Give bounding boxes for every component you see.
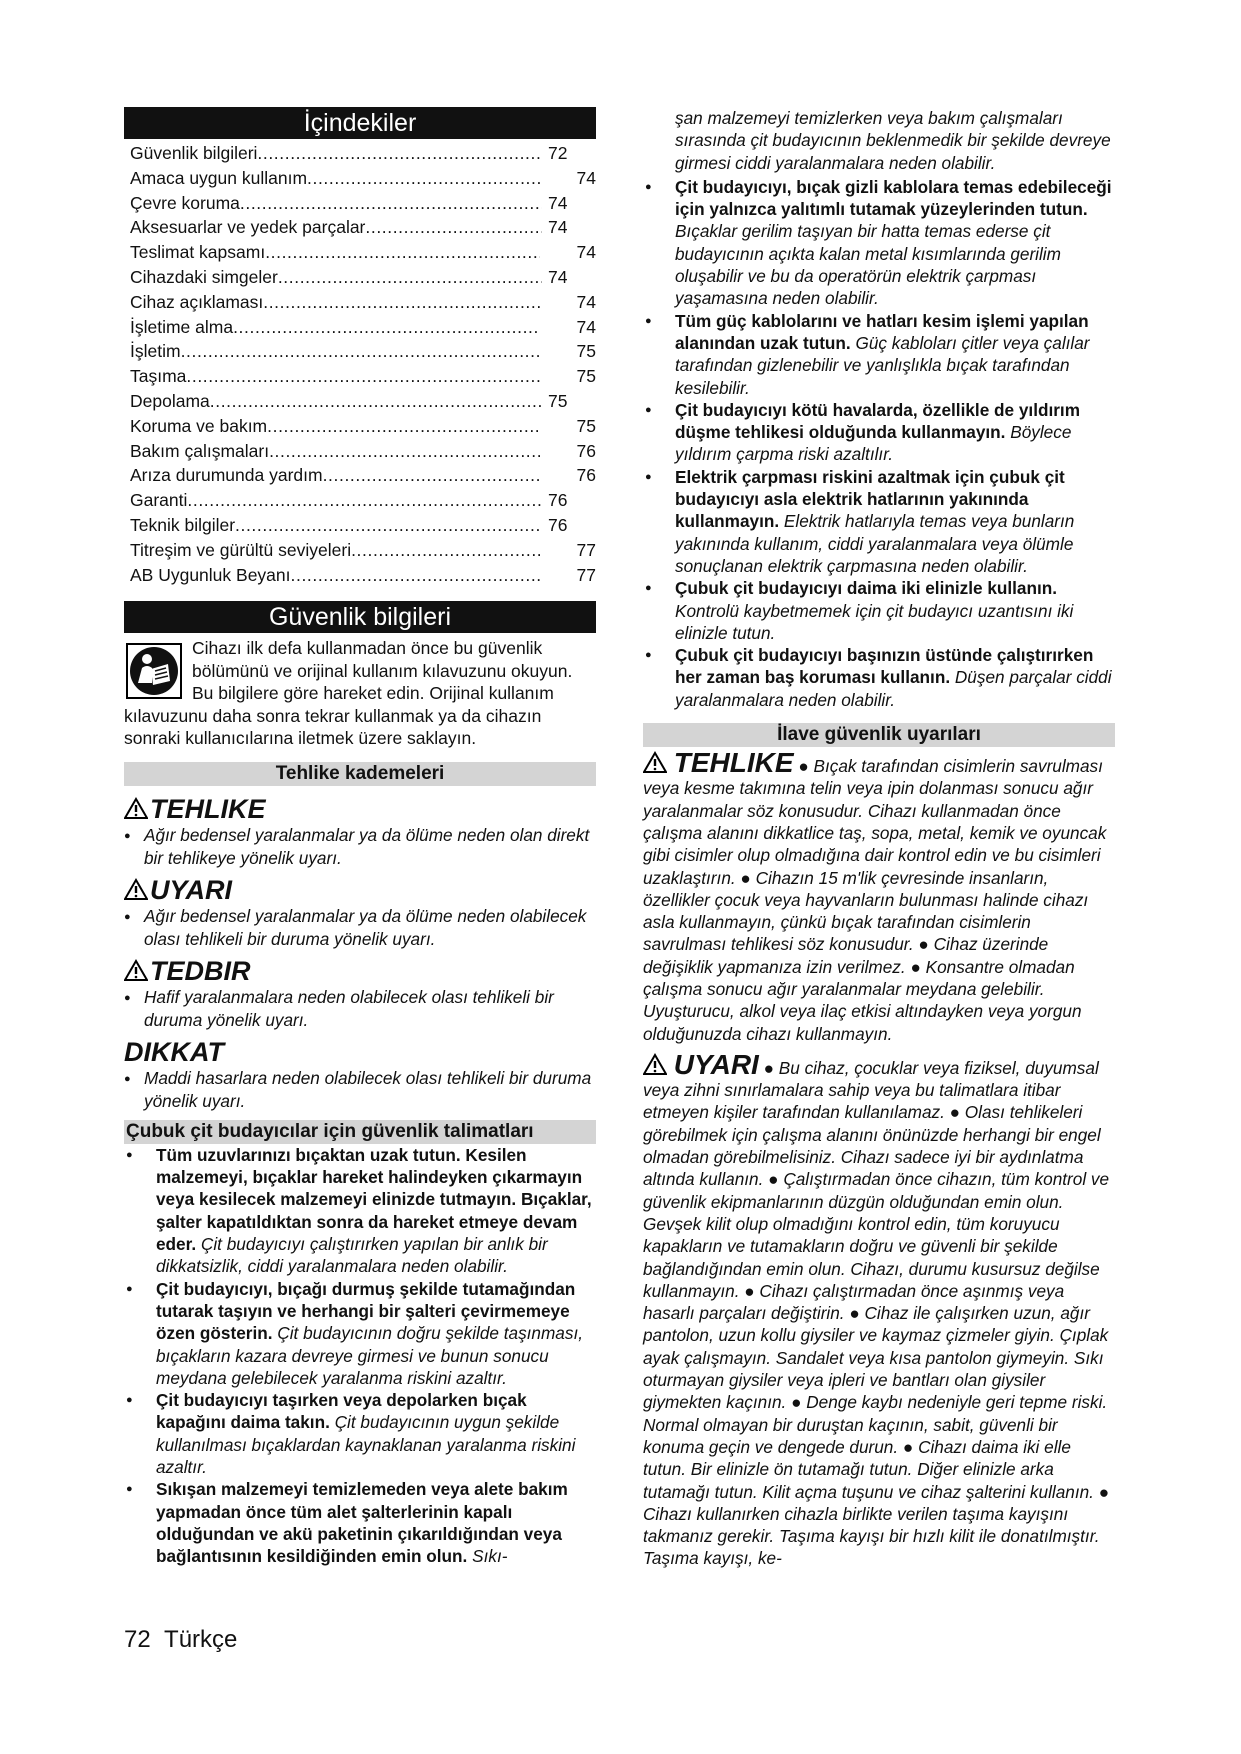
toc-entry[interactable] <box>130 315 596 340</box>
extra-warning-paragraph <box>643 1048 1115 1570</box>
safety-instruction <box>643 577 1115 644</box>
toc-entry[interactable] <box>130 439 596 464</box>
danger-level-description: ● Ağır bedensel yaralanmalar ya da ölüme neden olan direkt bir tehlikeye yönelik uyarı. <box>124 824 596 869</box>
toc-entry-title: Amaca uygun kullanım <box>130 167 308 188</box>
toc-entry-title: İşletime alma <box>130 316 234 337</box>
toc-dot-leader <box>257 141 542 166</box>
toc-entry[interactable] <box>130 191 596 216</box>
toc-dot-leader <box>240 191 542 216</box>
toc-entry[interactable] <box>130 339 596 364</box>
warning-triangle-icon <box>643 1053 667 1075</box>
toc-entry-title: Teslimat kapsamı <box>130 242 266 263</box>
toc-entry-title: Aksesuarlar ve yedek parçalar <box>130 217 366 238</box>
left-column <box>124 107 596 1567</box>
danger-level-name: TEHLIKE <box>150 793 266 824</box>
toc-dot-leader <box>278 265 542 290</box>
toc-entry[interactable] <box>130 166 596 191</box>
danger-level-name: TEDBIR <box>150 955 251 986</box>
language-label: Türkçe <box>164 1626 238 1653</box>
warning-triangle-icon <box>124 797 148 819</box>
instruction-italic: Böylece yıldırım çarpma riski azaltılır. <box>675 422 1072 465</box>
toc-entry-page: 74 <box>548 217 568 238</box>
toc-entry-title: Taşıma <box>130 366 187 387</box>
toc-entry[interactable] <box>130 563 596 588</box>
toc-entry-page: 75 <box>576 415 596 436</box>
toc-dot-leader <box>291 563 540 588</box>
warning-triangle-icon <box>124 959 148 981</box>
safety-title: Güvenlik bilgileri <box>124 601 596 633</box>
read-manual-icon <box>126 643 182 699</box>
toc-title: İçindekiler <box>124 107 596 139</box>
danger-level-description: ● Ağır bedensel yaralanmalar ya da ölüme neden olabilecek olası tehlikeli bir duruma yönelik uyarı. <box>124 905 596 950</box>
toc-entry[interactable] <box>130 265 596 290</box>
continued-text: şan malzemeyi temizlerken veya bakım çalışmaları sırasında çit budayıcının beklenmedik bir şekilde devreye girmesi ciddi yaralanmalara neden olabilir. <box>675 108 1111 173</box>
toc-entry-page: 72 <box>548 143 568 163</box>
instruction-bold: Çubuk çit budayıcıyı daima iki elinizle kullanın. <box>675 578 1058 599</box>
toc-entry-title: Bakım çalışmaları <box>130 440 270 461</box>
toc-entry-page: 74 <box>576 167 596 188</box>
safety-instruction <box>643 644 1115 711</box>
toc-entry-page: 74 <box>548 192 568 213</box>
toc-entry-page: 76 <box>548 514 568 535</box>
toc-dot-leader <box>187 488 542 513</box>
toc-entry-page: 77 <box>576 564 596 585</box>
toc-dot-leader <box>265 240 540 265</box>
toc-entry-page: 74 <box>548 266 568 287</box>
hedge-safety-list-continued <box>643 176 1115 711</box>
toc-entry-title: Cihazdaki simgeler <box>130 266 278 287</box>
toc-entry-page: 75 <box>576 366 596 387</box>
toc-dot-leader <box>351 538 540 563</box>
toc-entry[interactable] <box>130 389 596 414</box>
toc-dot-leader <box>235 513 542 538</box>
hedge-safety-title: Çubuk çit budayıcılar için güvenlik talimatları <box>124 1120 596 1144</box>
right-column <box>643 107 1115 1570</box>
toc-dot-leader <box>210 389 542 414</box>
toc-entry-page: 75 <box>576 341 596 362</box>
safety-intro-text: Cihazı ilk defa kullanmadan önce bu güvenlik bölümünü ve orijinal kullanım kılavuzunu okuyun. Bu bilgilere göre hareket edin. Orijinal kullanım kılavuzunu daha sonra tekrar kullanmak ya da cihazın sonraki kullanıcılarına iletmek üzere saklayın. <box>124 638 573 749</box>
instruction-italic: Elektrik hatlarıyla temas veya bunların yakınında kullanım, ciddi yaralanmalara veya ölümle sonuçlanan elektrik çarpmasına neden olabilir. <box>675 511 1075 576</box>
toc-entry[interactable] <box>130 290 596 315</box>
toc-entry-page: 77 <box>576 539 596 560</box>
safety-instruction <box>643 310 1115 399</box>
toc-entry-page: 75 <box>548 390 568 411</box>
instruction-italic: Kontrolü kaybetmemek için çit budayıcı uzantısını iki elinizle tutun. <box>675 600 1074 643</box>
toc-entry-title: Depolama <box>130 390 210 411</box>
toc-entry-title: Çevre koruma <box>130 192 240 213</box>
extra-warning-label: UYARI <box>673 1048 759 1080</box>
instruction-italic: Çit budayıcının uygun şekilde kullanılması bıçaklardan kaynaklanan yaralanma riskini azaltır. <box>156 1412 576 1477</box>
danger-level-description: ● Maddi hasarlara neden olabilecek olası tehlikeli bir duruma yönelik uyarı. <box>124 1067 596 1112</box>
safety-instruction <box>643 466 1115 577</box>
toc-entry[interactable] <box>130 463 596 488</box>
instruction-bold: Çit budayıcıyı taşırken veya depolarken bıçak kapağını daima takın. <box>156 1390 527 1433</box>
instruction-bold: Sıkışan malzemeyi temizlemeden veya alete bakım yapmadan önce tüm alet şalterlerinin kapalı olduğundan ve akü paketinin çıkarıldığından veya bağlantısının kesildiğinden emin olun. <box>156 1479 568 1567</box>
toc-dot-leader <box>181 339 540 364</box>
instruction-bold: Tüm güç kablolarını ve hatları kesim işlemi yapılan alanından uzak tutun. <box>675 310 1089 353</box>
safety-instruction <box>124 1478 596 1567</box>
safety-intro <box>124 637 596 750</box>
toc-entry-page: 74 <box>576 242 596 263</box>
extra-danger-label: TEHLIKE <box>673 747 794 779</box>
table-of-contents <box>130 141 596 587</box>
safety-instruction <box>643 176 1115 310</box>
toc-entry-title: AB Uygunluk Beyanı <box>130 564 291 585</box>
danger-levels <box>124 794 596 1112</box>
toc-entry[interactable] <box>130 414 596 439</box>
danger-level-heading <box>124 875 596 905</box>
toc-dot-leader <box>307 166 540 191</box>
toc-entry-title: Arıza durumunda yardım <box>130 465 323 486</box>
toc-entry-page: 76 <box>548 490 568 511</box>
instruction-bold: Çit budayıcıyı, bıçak gizli kablolara temas edebileceği için yalnızca yalıtımlı tutamak yüzeylerinden tutun. <box>675 176 1112 220</box>
toc-entry[interactable] <box>130 538 596 563</box>
danger-level-description: ● Hafif yaralanmalara neden olabilecek olası tehlikeli bir duruma yönelik uyarı. <box>124 986 596 1031</box>
extra-danger-text: ● Bıçak tarafından cisimlerin savrulması veya kesme takımına telin veya ipin dolanması sonucu ağır yaralanmalar söz konusudur. Cihazı kullanmadan önce çalışma alanını dikkatlice taş, sopa, metal, kemik ve oyuncak gibi cisimler olup olmadığına dair kontrol edin ve bu cisimleri uzaklaştırın. ● Cihazın 15 m'lik çevresinde insanların, özellikler çocuk veya hayvanların bulunması halinde cihazı asla kullanmayın, çünkü bıçak tarafından cisimlerin savrulması tehlikesi söz konusudur. ● Cihaz üzerinde değişiklik yapmanıza izin verilmez. ● Konsantre olmadan çalışma sonucu ağır yaralanmalar meydana gelebilir. Uyuşturucu, alkol veya ilaç etkisi altındayken veya yorgun olduğunuzda cihazı kullanmayın. <box>643 756 1107 1044</box>
instruction-italic: Güç kabloları çitler veya çalılar tarafından gizlenebilir ve yanlışlıkla bıçak tarafından kesilebilir. <box>675 332 1090 398</box>
page-number: 72 <box>124 1626 151 1653</box>
safety-instruction <box>124 1278 596 1389</box>
toc-entry-page: 76 <box>576 440 596 461</box>
toc-entry-page: 76 <box>576 465 596 486</box>
safety-instruction <box>124 1389 596 1478</box>
toc-entry[interactable] <box>130 240 596 265</box>
toc-entry[interactable] <box>130 513 596 538</box>
danger-level-heading <box>124 956 596 986</box>
levels-title: Tehlike kademeleri <box>124 762 596 786</box>
toc-entry[interactable] <box>130 215 596 240</box>
instruction-italic: Çit budayıcının doğru şekilde taşınması, bıçakların kazara devreye girmesi ve bunun sonucu meydana gelebilecek yaralanma riskini azaltır. <box>156 1323 584 1388</box>
toc-entry-title: Teknik bilgiler <box>130 514 236 535</box>
danger-level-name: UYARI <box>150 874 233 905</box>
danger-level-name: DIKKAT <box>124 1036 224 1067</box>
toc-entry-page: 74 <box>576 291 596 312</box>
instruction-bold: Çit budayıcıyı kötü havalarda, özellikle de yıldırım düşme tehlikesi olduğunda kullanmayın. <box>675 399 1080 443</box>
toc-dot-leader <box>323 463 540 488</box>
hedge-safety-list <box>124 1144 596 1568</box>
toc-dot-leader <box>233 315 540 340</box>
toc-entry-title: Garanti <box>130 490 188 511</box>
instruction-italic: Sıkı- <box>472 1546 508 1567</box>
warning-triangle-icon <box>643 751 667 773</box>
instruction-italic: Düşen parçalar ciddi yaralanmalara neden olabilir. <box>675 667 1112 710</box>
danger-level-heading <box>124 794 596 824</box>
toc-dot-leader <box>267 414 540 439</box>
toc-entry-title: Cihaz açıklaması <box>130 291 264 312</box>
instruction-bold: Çit budayıcıyı, bıçağı durmuş şekilde tutamağından tutarak taşıyın ve herhangi bir şalteri çevirmemeye özen gösterin. <box>156 1278 576 1344</box>
extra-danger-paragraph <box>643 747 1115 1045</box>
toc-entry-title: İşletim <box>130 341 181 362</box>
toc-dot-leader <box>365 215 542 240</box>
toc-entry-page: 74 <box>576 316 596 337</box>
instruction-bold: Elektrik çarpması riskini azaltmak için çubuk çit budayıcıyı asla elektrik hatlarının yakınında kullanmayın. <box>675 466 1065 532</box>
toc-dot-leader <box>263 290 540 315</box>
safety-instruction <box>643 399 1115 466</box>
extra-warning-text: ● Bu cihaz, çocuklar veya fiziksel, duyumsal veya zihni sınırlamalara sahip veya bu talimatlara itibar etmeyen kişiler tarafından kullanılamaz. ● Olası tehlikeleri görebilmek için çalışma alanını önünüzde herhangi bir engel olmadan görebilmelisiniz. Cihazı sadece iyi bir aydınlatma altında kullanın. ● Çalıştırmadan önce cihazın, tüm kontrol ve güvenlik ekipmanlarının düzgün olduğundan emin olun. Gevşek kilit olup olmadığını kontrol edin, tüm koruyucu kapakların ve tutamakların doğru ve güvenli bir şekilde bağlandığından emin olun. Cihazı, durumu kusursuz değilse kullanmayın. ● Cihazı çalıştırmadan önce aşınmış veya hasarlı parçaları değiştirin. ● Cihaz ile çalışırken uzun, ağır pantolon, uzun kollu giysiler ve kaymaz çizmeler giyin. Çıplak ayak çalışmayın. Sandalet veya kısa pantolon giymeyin. Sıkı oturmayan giysiler veya ipleri ve bantları olan giysiler giymekten kaçının. ● Denge kaybı nedeniyle geri tepme riski. Normal olmayan bir duruştan kaçının, sabit, güvenli bir konuma geçin ve dengede durun. ● Cihazı daima iki elle tutun. Bir elinizle ön tutamağı tutun. Diğer elinizle arka tutamağı tutun. Kilit açma tuşunu ve cihaz şalterini kullanın. ● Cihazı kullanırken cihazla birlikte verilen taşıma kayışını takmanız gerekir. Taşıma kayışı bir hızlı kilit ile donatılmıştır. Taşıma kayışı, ke- <box>643 1057 1110 1569</box>
extra-safety-title: İlave güvenlik uyarıları <box>643 723 1115 747</box>
toc-dot-leader <box>186 364 540 389</box>
toc-entry-title: Güvenlik bilgileri <box>130 143 258 163</box>
toc-entry[interactable] <box>130 488 596 513</box>
warning-triangle-icon <box>124 878 148 900</box>
toc-entry-title: Titreşim ve gürültü seviyeleri <box>130 539 352 560</box>
toc-dot-leader <box>269 439 540 464</box>
toc-entry-title: Koruma ve bakım <box>130 415 268 436</box>
safety-instruction <box>124 1144 596 1278</box>
instruction-italic: Bıçaklar gerilim taşıyan bir hatta temas ederse çit budayıcının açıkta kalan metal kısımlarında gerilim oluşabilir ve bu da operatörün elektrik çarpması yaşamasına neden olabilir. <box>675 221 1061 309</box>
instruction-italic: Çit budayıcıyı çalıştırırken yapılan bir anlık bir dikkatsizlik, ciddi yaralanmalara neden olabilir. <box>156 1234 548 1277</box>
instruction-bold: Tüm uzuvlarınızı bıçaktan uzak tutun. Kesilen malzemeyi, bıçaklar hareket halindeyken çıkarmayın veya kesilecek malzemeyi elinizde tutmayın. Bıçaklar, şalter kapatıldıktan sonra da hareket etmeye devam eder. <box>156 1144 592 1255</box>
page-footer <box>124 1626 237 1654</box>
instruction-bold: Çubuk çit budayıcıyı başınızın üstünde çalıştırırken her zaman baş koruması kullanın. <box>675 645 1094 688</box>
danger-level-heading <box>124 1037 596 1067</box>
toc-entry[interactable] <box>130 141 596 166</box>
toc-entry[interactable] <box>130 364 596 389</box>
